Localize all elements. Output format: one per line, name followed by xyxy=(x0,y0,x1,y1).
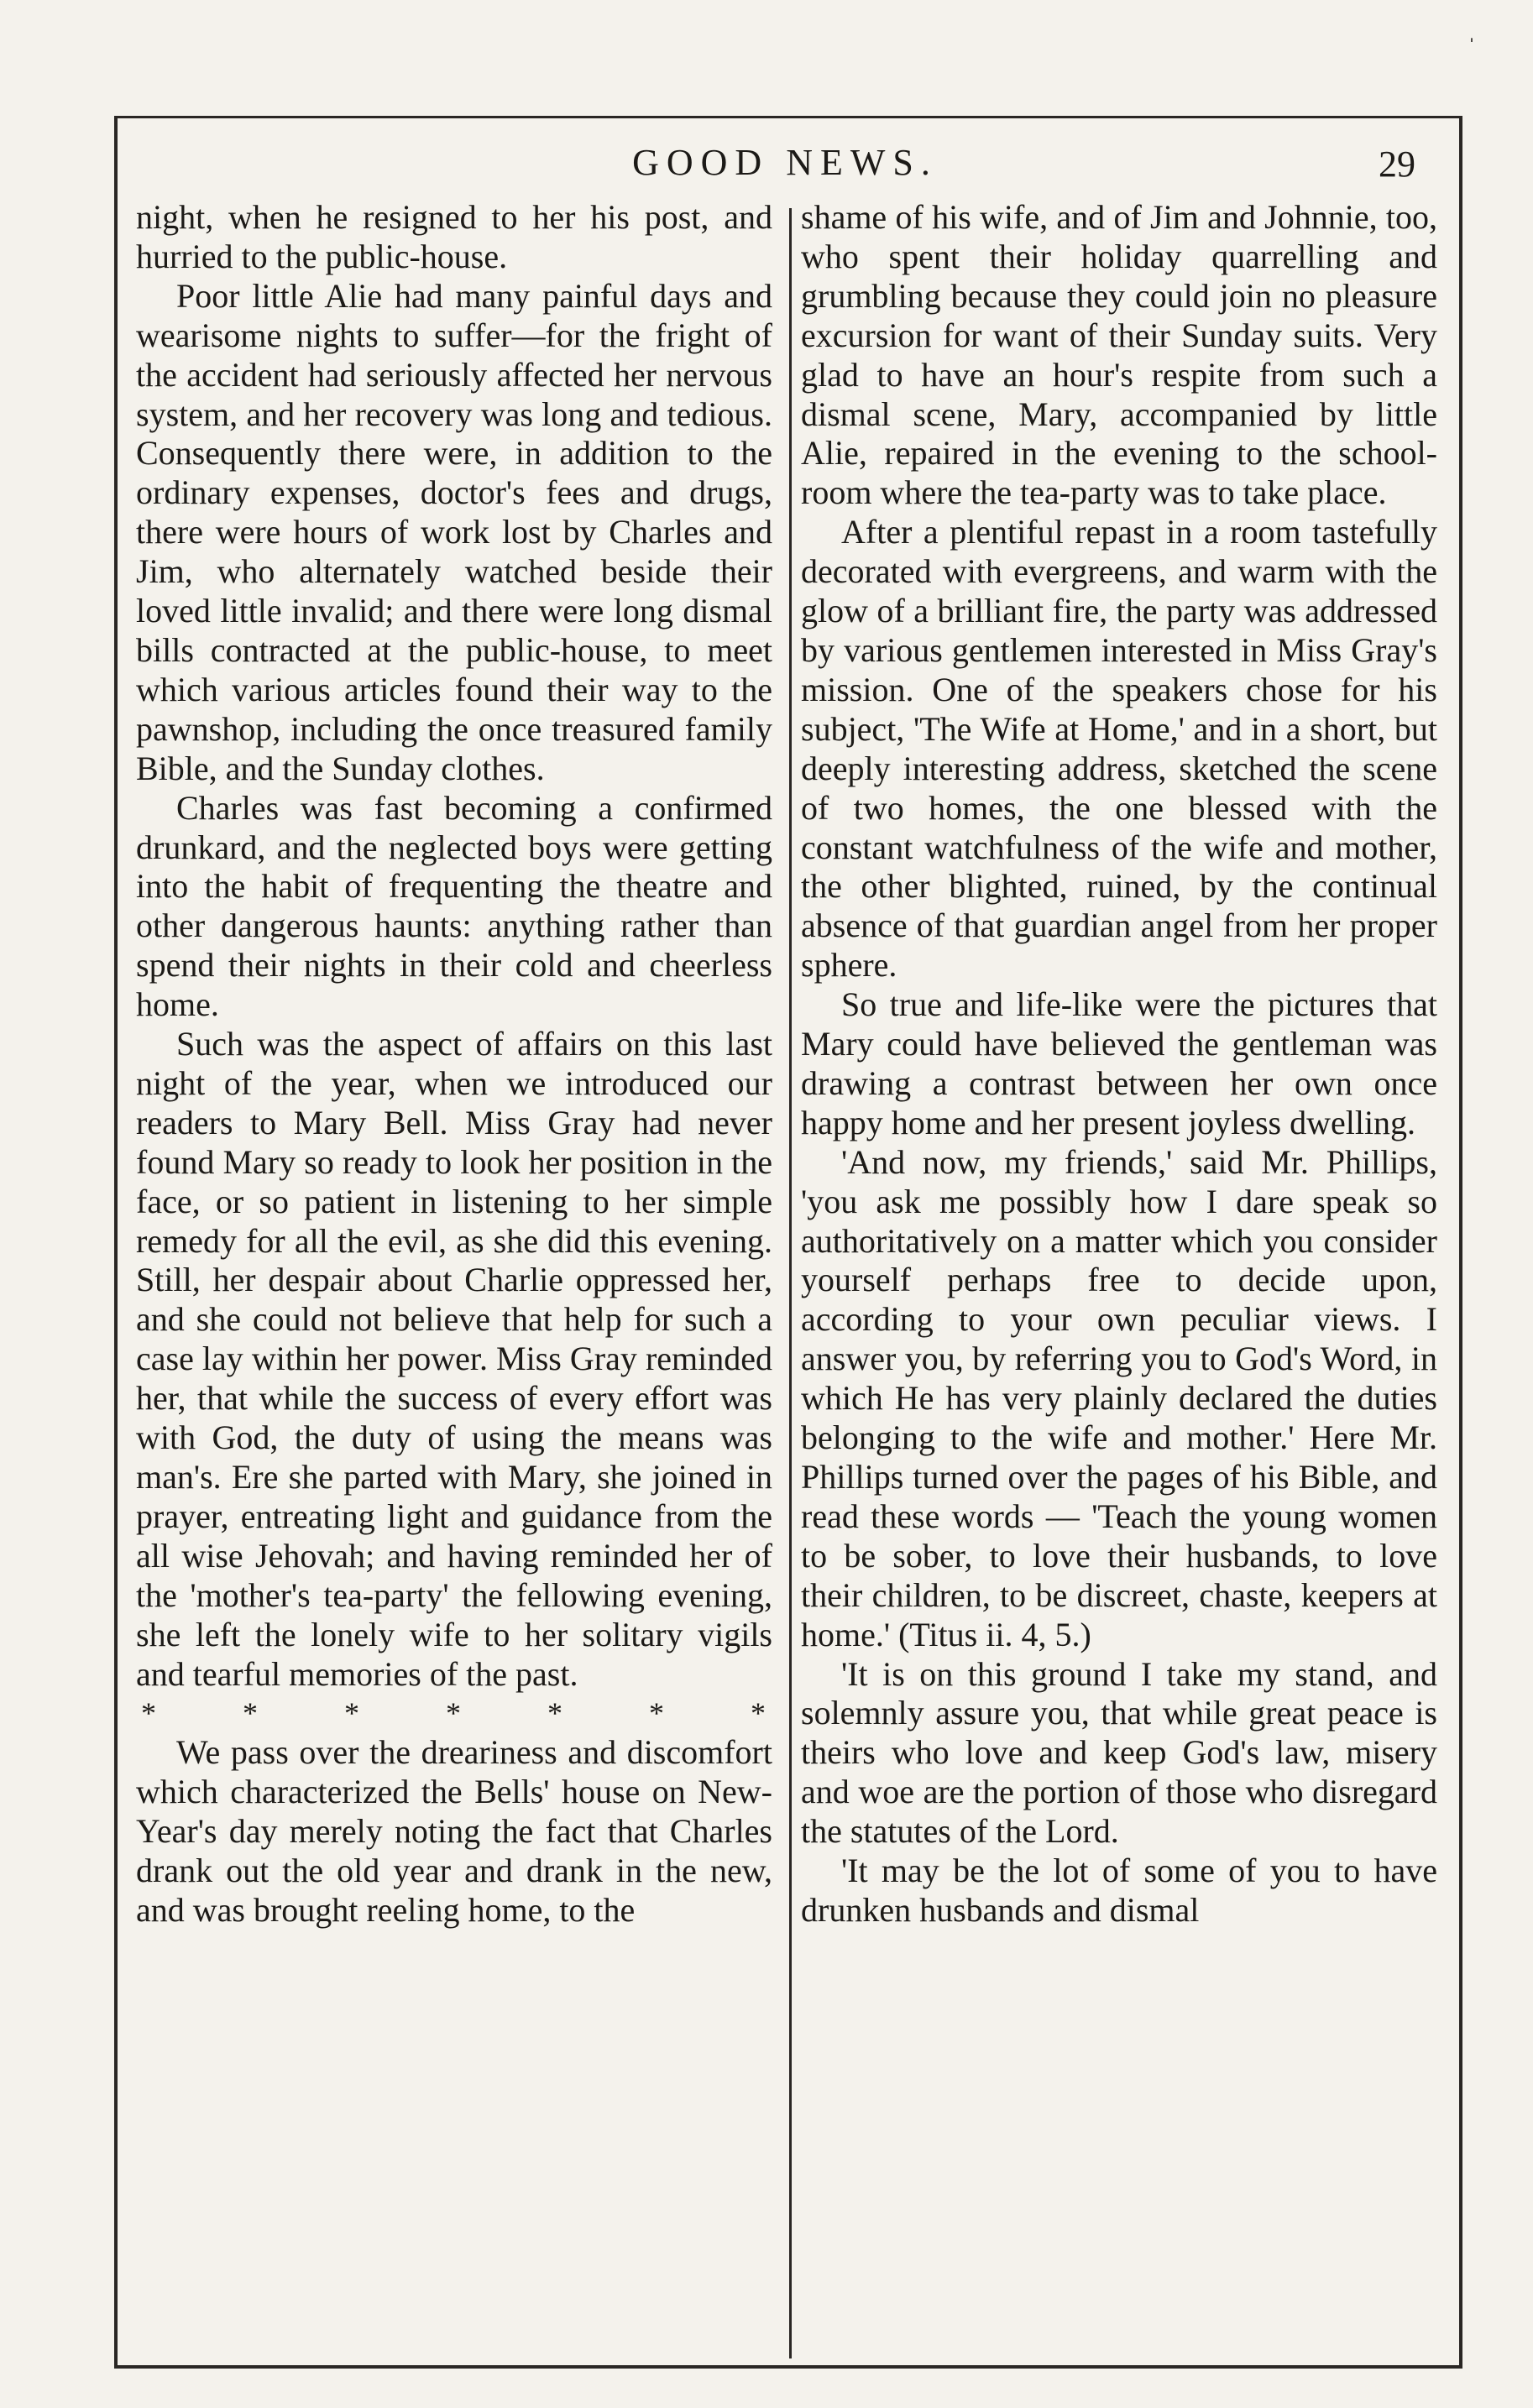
paragraph: 'It is on this ground I take my stand, and solemnly assure you, that while great peace is theirs who love and keep God's law, misery and woe are the portion of those who disregard the statutes of the Lord. xyxy=(801,1654,1437,1851)
asterisk: * xyxy=(446,1696,461,1731)
paragraph: 'And now, my friends,' said Mr. Phillips, 'you ask me possibly how I dare speak so authoritatively on a matter which you consider yourself perhaps free to decide upon, according to your own peculiar views. I answer you, by referring you to God's Word, in which He has very plainly declared the duties belonging to the wife and mother.' Here Mr. Phillips turned over the pages of his Bible, and read these words — 'Teach the young women to be sober, to love their husbands, to love their children, to be discreet, chaste, keepers at home.' (Titus ii. 4, 5.) xyxy=(801,1142,1437,1653)
column-divider-rule xyxy=(789,208,792,2358)
asterisk: * xyxy=(344,1696,359,1731)
asterisk: * xyxy=(141,1696,156,1731)
asterisk: * xyxy=(547,1696,562,1731)
paragraph: We pass over the dreariness and discomfort which characterized the Bells' house on New-Year's day merely noting the fact that Charles drank out the old year and drank in the new, and was brought reeling home, to the xyxy=(136,1733,772,1929)
running-title: GOOD NEWS. xyxy=(632,142,938,183)
paragraph: Poor little Alie had many painful days and wearisome nights to suffer—for the fright of the accident had seriously affected her nervous system, and her recovery was long and tedious. Consequently there were, in addition to the ordinary expenses, doctor's fees and drugs, there were hours of work lost by Charles and Jim, who alternately watched beside their loved little invalid; and there were long dismal bills contracted at the public-house, to meet which various articles found their way to the pawnshop, including the once treasured family Bible, and the Sunday clothes. xyxy=(136,276,772,787)
edge-speck: ˈ xyxy=(1468,34,1476,61)
page-frame-right-rule xyxy=(1459,116,1462,2365)
section-break-asterisks xyxy=(136,1694,772,1733)
asterisk: * xyxy=(649,1696,664,1731)
page-number: 29 xyxy=(1379,144,1415,185)
paragraph: 'It may be the lot of some of you to have drunken husbands and dismal xyxy=(801,1852,1437,1929)
page-frame-bottom-rule xyxy=(114,2365,1462,2369)
right-column xyxy=(801,198,1437,1930)
paragraph: Charles was fast becoming a confirmed drunkard, and the neglected boys were getting into the habit of frequenting the theatre and other dangerous haunts: anything rather than spend their nights in their cold and cheerless home. xyxy=(136,788,772,1024)
page-frame-left-rule xyxy=(114,116,118,2365)
paragraph: After a plentiful repast in a room tastefully decorated with evergreens, and warm with the glow of a brilliant fire, the party was addressed by various gentlemen interested in Miss Gray's mission. One of the speakers chose for his subject, 'The Wife at Home,' and in a short, but deeply interesting address, sketched the scene of two homes, the one blessed with the constant watchfulness of the wife and mother, the other blighted, ruined, by the continual absence of that guardian angel from her proper sphere. xyxy=(801,513,1437,985)
page-frame-top-rule xyxy=(118,116,1459,118)
asterisk: * xyxy=(243,1696,258,1731)
asterisk: * xyxy=(751,1696,766,1731)
left-column xyxy=(136,198,772,1930)
page-header xyxy=(126,141,1444,191)
paragraph: night, when he resigned to her his post, and hurried to the public-house. xyxy=(136,198,772,275)
paragraph: So true and life-like were the pictures that Mary could have believed the gentleman was drawing a contrast between her own once happy home and her present joyless dwelling. xyxy=(801,985,1437,1141)
paragraph: shame of his wife, and of Jim and Johnnie, too, who spent their holiday quarrelling and grumbling because they could join no pleasure excursion for want of their Sunday suits. Very glad to have an hour's respite from such a dismal scene, Mary, accompanied by little Alie, repaired in the evening to the school-room where the tea-party was to take place. xyxy=(801,198,1437,512)
paragraph: Such was the aspect of affairs on this last night of the year, when we introduced our readers to Mary Bell. Miss Gray had never found Mary so ready to look her position in the face, or so patient in listening to her simple remedy for all the evil, as she did this evening. Still, her despair about Charlie oppressed her, and she could not believe that help for such a case lay within her power. Miss Gray reminded her, that while the success of every effort was with God, the duty of using the means was man's. Ere she parted with Mary, she joined in prayer, entreating light and guidance from the all wise Jehovah; and having reminded her of the 'mother's tea-party' the fellowing evening, she left the lonely wife to her solitary vigils and tearful memories of the past. xyxy=(136,1025,772,1693)
